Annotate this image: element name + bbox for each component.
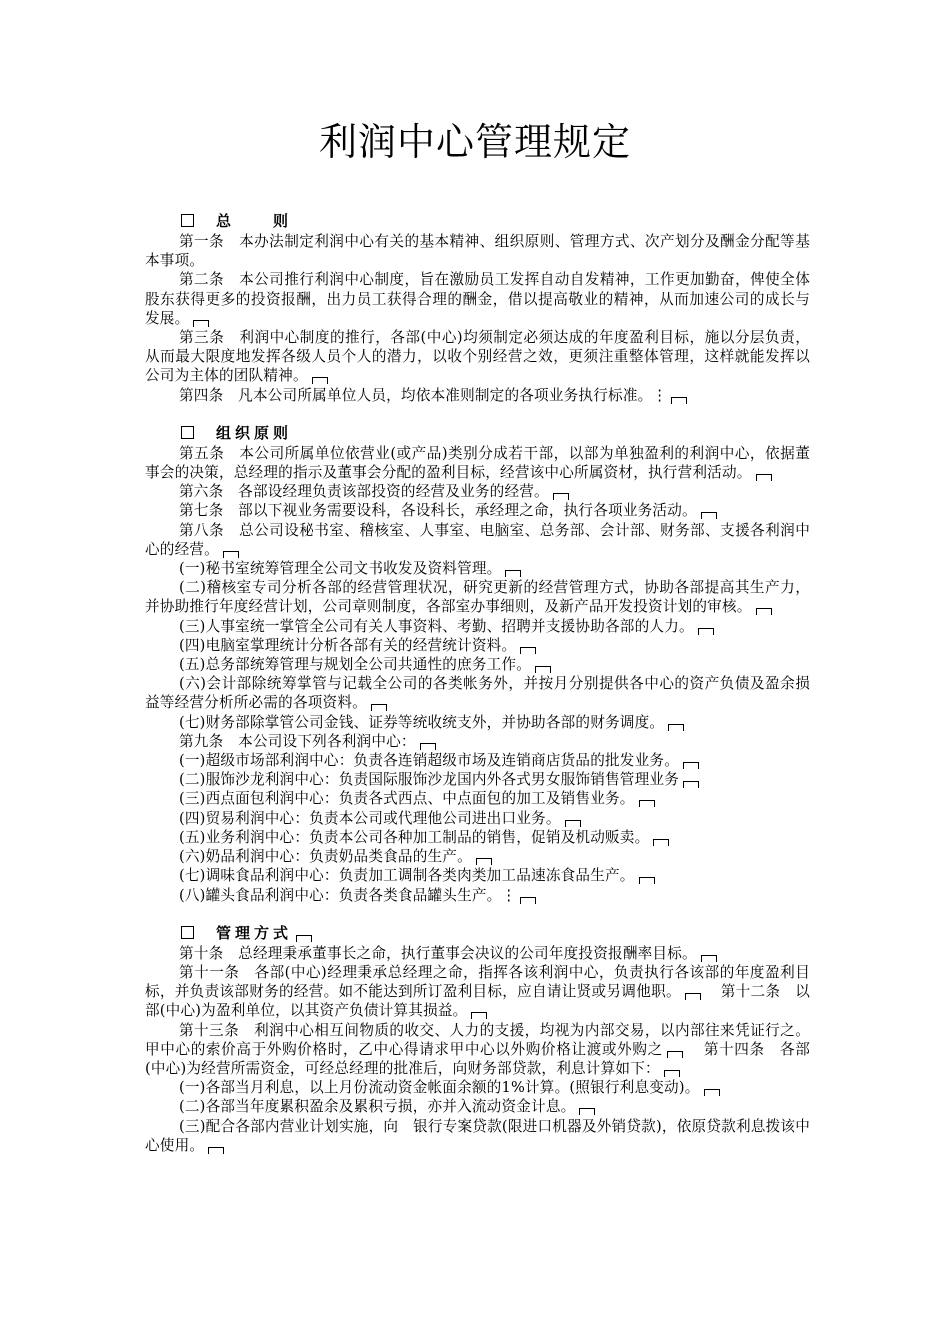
paragraph-mark-icon	[756, 608, 772, 615]
paragraph-mark-icon	[520, 897, 536, 904]
list-item: (一)超级市场部利润中心：负责各连销超级市场及连销商店货品的批发业务。	[145, 751, 810, 770]
list-item: (七)财务部除掌管公司金钱、证券等统收统支外，并协助各部的财务调度。	[145, 713, 810, 732]
paragraph: 第十条 总经理秉承董事长之命，执行董事会决议的公司年度投资报酬率目标。	[145, 944, 810, 963]
list-item: (六)会计部除统筹掌管与记载全公司的各类帐务外，并按月分别提供各中心的资产负债及盈余损益等经营分析所必需的各项资料。	[145, 675, 810, 712]
paragraph-mark-icon	[667, 1051, 683, 1058]
section-heading-management: 管理方式	[145, 922, 810, 944]
list-item: (七)调味食品利润中心：负责加工调制各类肉类加工品速冻食品生产。	[145, 866, 810, 885]
paragraph-mark-icon	[664, 1070, 680, 1077]
paragraph-mark-icon	[476, 858, 492, 865]
paragraph: 第十三条 利润中心相互间物质的收交、人力的支援，均视为内部交易，以内部往来凭证行之。甲中心的索价高于外购价格时，乙中心得请求甲中心以外购价格让渡或外购之 第十四条 各部(中心)为经营所需资金，可经总经理的批准后，向财务部贷款，利息计算如下：	[145, 1021, 810, 1077]
list-item: (五)总务部统筹管理与规划全公司共通性的庶务工作。	[145, 655, 810, 674]
list-item: (八)罐头食品利润中心：负责各类食品罐头生产。⋮	[145, 886, 810, 905]
paragraph-mark-icon	[704, 1089, 720, 1096]
paragraph-mark-icon	[698, 628, 714, 635]
paragraph-mark-icon	[208, 1147, 224, 1154]
paragraph: 第二条 本公司推行利润中心制度，旨在激励员工发挥自动自发精神，工作更加勤奋，俾使全体股东获得更多的投资报酬，出力员工获得合理的酬金，借以提高敬业的精神，从而加速公司的成长与发展。	[145, 271, 810, 327]
paragraph-mark-icon	[223, 551, 239, 558]
paragraph-mark-icon	[471, 1012, 487, 1019]
paragraph-mark-icon	[685, 993, 701, 1000]
paragraph-mark-icon	[505, 570, 521, 577]
page-title: 利润中心管理规定	[318, 120, 631, 164]
paragraph-mark-icon	[193, 320, 209, 327]
paragraph-mark-icon	[668, 724, 684, 731]
list-item: (二)稽核室专司分析各部的经营管理状况，研究更新的经营管理方式，协助各部提高其生产力，并协助推行年度经营计划，公司章则制度，各部室办事细则，及新产品开发投资计划的审核。	[145, 579, 810, 616]
paragraph-mark-icon	[671, 397, 687, 404]
section-heading-organization: 组织原则	[145, 422, 810, 444]
list-item: (一)各部当月利息，以上月份流动资金帐面余额的1%计算。(照银行利息变动)。	[145, 1078, 810, 1097]
paragraph-mark-icon	[565, 820, 581, 827]
paragraph-mark-icon	[701, 512, 717, 519]
paragraph: 第十一条 各部(中心)经理秉承总经理之命，指挥各该利润中心，负责执行各该部的年度盈利目标，并负责该部财务的经营。如不能达到所订盈利目标，应自请让贤或另调他职。 第十二条 以部(中心)为盈利单位，以其资产负债计算其损益。	[145, 963, 810, 1020]
document-body	[145, 210, 810, 1155]
paragraph-mark-icon	[553, 493, 569, 500]
list-item: (六)奶品利润中心：负责奶品类食品的生产。	[145, 847, 810, 866]
checkbox-square-icon	[181, 214, 194, 227]
paragraph: 第一条 本办法制定利润中心有关的基本精神、组织原则、管理方式、次产划分及酬金分配等基本事项。	[145, 233, 810, 270]
paragraph: 第九条 本公司设下列各利润中心：	[145, 732, 810, 751]
list-item: (五)业务利润中心：负责本公司各种加工制品的销售，促销及机动贩卖。	[145, 828, 810, 847]
paragraph: 第六条 各部设经理负责该部投资的经营及业务的经营。	[145, 482, 810, 501]
checkbox-square-icon	[181, 426, 194, 439]
paragraph-mark-icon	[371, 704, 387, 711]
paragraph: 第三条 利润中心制度的推行，各部(中心)均须制定必须达成的年度盈利目标，施以分层负责，从而最大限度地发挥各级人员个人的潜力，以收个别经营之效，更须注重整体管理，这样就能发挥以公司为主体的团队精神。	[145, 329, 810, 385]
list-item: (四)电脑室掌理统计分析各部有关的经营统计资料。	[145, 636, 810, 655]
list-item: (三)配合各部内营业计划实施，向 银行专案贷款(限进口机器及外销贷款)，依原贷款利息拨该中心使用。	[145, 1117, 810, 1154]
paragraph-mark-icon	[653, 839, 669, 846]
paragraph: 第八条 总公司设秘书室、稽核室、人事室、电脑室、总务部、会计部、财务部、支援各利润中心的经营。	[145, 521, 810, 558]
paragraph-mark-icon	[296, 935, 312, 942]
paragraph-mark-icon	[683, 781, 699, 788]
list-item: (三)西点面包利润中心：负责各式西点、中点面包的加工及销售业务。	[145, 789, 810, 808]
list-item: (一)秘书室统筹管理全公司文书收发及资料管理。	[145, 559, 810, 578]
paragraph-mark-icon	[756, 474, 772, 481]
section-heading-general: 总 则	[145, 210, 810, 232]
paragraph-mark-icon	[579, 1108, 595, 1115]
list-item: (二)服饰沙龙利润中心：负责国际服饰沙龙国内外各式男女服饰销售管理业务	[145, 770, 810, 789]
paragraph-mark-icon	[639, 800, 655, 807]
paragraph: 第七条 部以下视业务需要设科，各设科长，承经理之命，执行各项业务活动。	[145, 501, 810, 520]
paragraph: 第五条 本公司所属单位依营业(或产品)类别分成若干部，以部为单独盈利的利润中心，依据董事会的决策，总经理的指示及董事会分配的盈利目标，经营该中心所属资材，执行营利活动。	[145, 444, 810, 482]
paragraph-mark-icon	[639, 877, 655, 884]
list-item: (二)各部当年度累积盈余及累积亏损，亦并入流动资金计息。	[145, 1097, 810, 1116]
checkbox-square-icon	[181, 926, 194, 939]
list-item: (三)人事室统一掌管全公司有关人事资料、考勤、招聘并支援协助各部的人力。	[145, 617, 810, 636]
list-item: (四)贸易利润中心：负责本公司或代理他公司进出口业务。	[145, 809, 810, 828]
paragraph-mark-icon	[683, 762, 699, 769]
paragraph: 第四条 凡本公司所属单位人员，均依本准则制定的各项业务执行标准。⋮	[145, 386, 810, 405]
paragraph-mark-icon	[312, 377, 328, 384]
paragraph-mark-icon	[701, 955, 717, 962]
paragraph-mark-icon	[420, 743, 436, 750]
paragraph-mark-icon	[520, 647, 536, 654]
paragraph-mark-icon	[535, 666, 551, 673]
